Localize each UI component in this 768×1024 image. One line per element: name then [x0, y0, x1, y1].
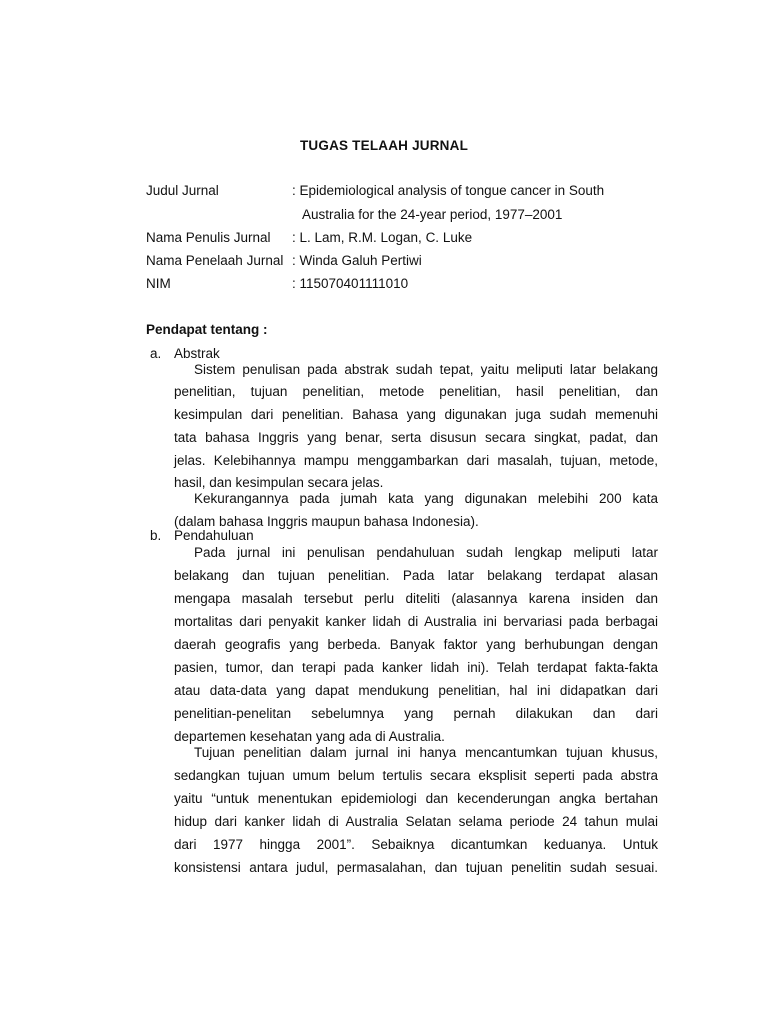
abstrak-line: hasil, dan kesimpulan secara jelas.: [174, 475, 384, 490]
meta-label-judul: Judul Jurnal: [146, 183, 219, 198]
list-letter-b: b.: [150, 528, 162, 543]
abstrak-line: jelas. Kelebihannya mampu menggambarkan dari masalah, tujuan, metode,: [174, 453, 658, 468]
abstrak-line: (dalam bahasa Inggris maupun bahasa Indonesia).: [174, 514, 479, 529]
meta-label-penelaah: Nama Penelaah Jurnal: [146, 253, 284, 268]
abstrak-line: kesimpulan dari penelitian. Bahasa yang digunakan juga sudah memenuhi: [174, 407, 658, 422]
meta-value-judul: : Epidemiological analysis of tongue cancer in South: [292, 183, 605, 198]
pendahuluan-line: mortalitas dari penyakit kanker lidah di Australia ini bervariasi pada berbagai: [174, 614, 658, 629]
pendahuluan-line: atau data-data yang dapat mendukung penelitian, hal ini didapatkan dari: [174, 683, 658, 698]
meta-row-judul-cont: [146, 205, 666, 225]
meta-row-judul: [146, 181, 666, 201]
meta-value-penulis: : L. Lam, R.M. Logan, C. Luke: [292, 230, 473, 245]
meta-label-nim: NIM: [146, 276, 171, 291]
section-heading: Pendapat tentang :: [146, 322, 268, 337]
meta-value-judul-cont: Australia for the 24-year period, 1977–2001: [302, 207, 563, 222]
pendahuluan-line: yaitu “untuk menentukan epidemiologi dan kecenderungan angka bertahan: [174, 791, 658, 806]
pendahuluan-line: belakang dan tujuan penelitian. Pada latar belakang terdapat alasan: [174, 568, 658, 583]
meta-value-penelaah: : Winda Galuh Pertiwi: [292, 253, 422, 268]
pendahuluan-line: pasien, tumor, dan terapi pada kanker lidah ini). Telah terdapat fakta-fakta: [174, 660, 658, 675]
pendahuluan-line: daerah geografis yang berbeda. Banyak faktor yang berhubungan dengan: [174, 637, 658, 652]
pendahuluan-line: Pada jurnal ini penulisan pendahuluan sudah lengkap meliputi latar: [194, 545, 658, 560]
pendahuluan-line: mengapa masalah tersebut perlu diteliti (alasannya karena insiden dan: [174, 591, 658, 606]
pendahuluan-line: sedangkan tujuan umum belum tertulis secara eksplisit seperti pada abstra: [174, 768, 658, 783]
meta-row-penulis: [146, 228, 666, 248]
meta-row-nim: [146, 274, 666, 294]
pendahuluan-line: Tujuan penelitian dalam jurnal ini hanya mencantumkan tujuan khusus,: [194, 745, 658, 760]
pendahuluan-line: departemen kesehatan yang ada di Australia.: [174, 729, 445, 744]
abstrak-line: penelitian, tujuan penelitian, metode penelitian, hasil penelitian, dan: [174, 384, 658, 399]
pendahuluan-line: hidup dari kanker lidah di Australia Selatan selama periode 24 tahun mulai: [174, 814, 658, 829]
abstrak-line: tata bahasa Inggris yang benar, serta disusun secara singkat, padat, dan: [174, 430, 658, 445]
list-letter-a: a.: [150, 346, 162, 361]
abstrak-line: Sistem penulisan pada abstrak sudah tepat, yaitu meliputi latar belakang: [194, 362, 658, 377]
page-title: TUGAS TELAAH JURNAL: [299, 138, 469, 153]
pendahuluan-line: dari 1977 hingga 2001”. Sebaiknya dicantumkan keduanya. Untuk: [174, 837, 658, 852]
sub-heading-abstrak: Abstrak: [174, 346, 220, 361]
pendahuluan-line: konsistensi antara judul, permasalahan, dan tujuan penelitin sudah sesuai.: [174, 860, 658, 875]
meta-row-penelaah: [146, 251, 666, 271]
sub-heading-pendahuluan: Pendahuluan: [174, 528, 254, 543]
abstrak-line: Kekurangannya pada jumah kata yang digunakan melebihi 200 kata: [194, 491, 658, 506]
meta-value-nim: : 115070401111010: [292, 276, 409, 291]
meta-label-penulis: Nama Penulis Jurnal: [146, 230, 271, 245]
pendahuluan-line: penelitian-penelitan sebelumnya yang pernah dilakukan dan dari: [174, 706, 658, 721]
